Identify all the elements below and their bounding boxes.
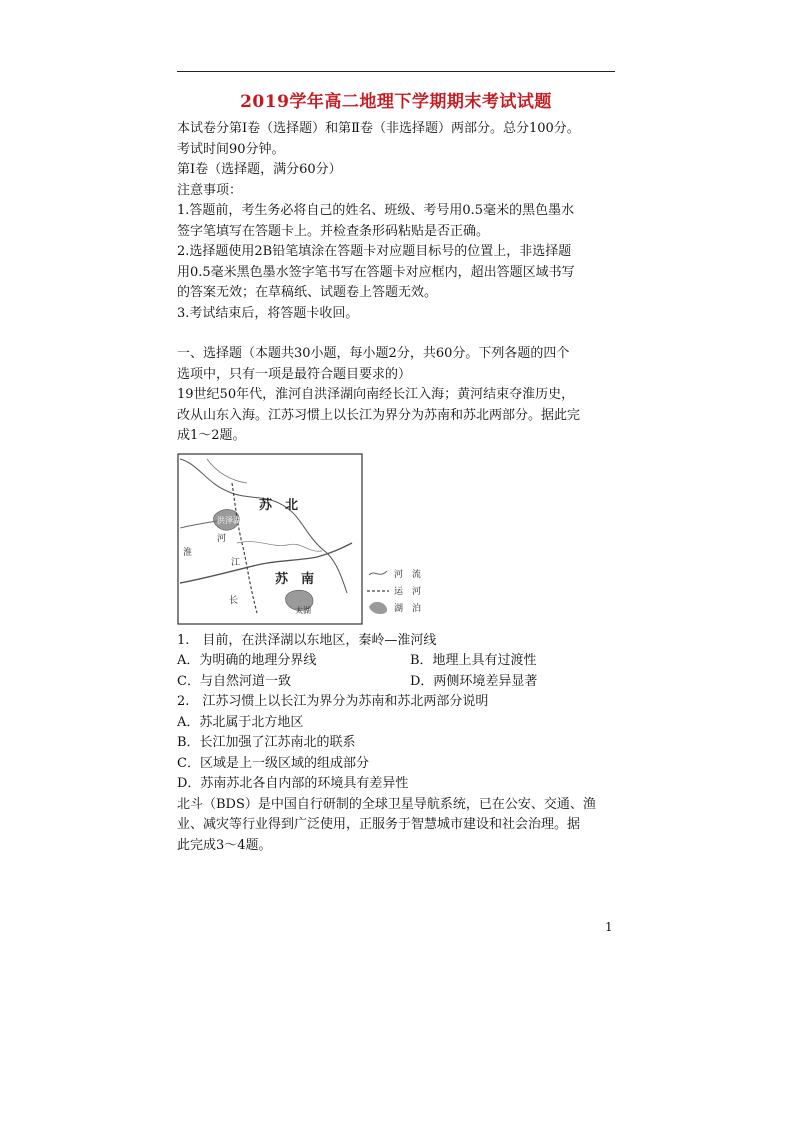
map-label-huai: 淮 xyxy=(183,547,193,558)
intro-line: 第Ⅰ卷（选择题，满分60分） xyxy=(177,162,342,177)
map-label-sunan: 苏 南 xyxy=(275,571,315,587)
option-b: B．地理上具有过渡性 xyxy=(410,653,537,668)
option-row xyxy=(177,651,619,672)
intro-line: 的答案无效；在草稿纸、试题卷上答题无效。 xyxy=(177,285,438,300)
legend-lake-label: 湖 泊 xyxy=(394,603,422,614)
passage-line: 成1～2题。 xyxy=(177,428,246,443)
option-a: A．为明确的地理分界线 xyxy=(177,653,317,668)
map-label-jiang: 江 xyxy=(231,557,241,568)
option-row xyxy=(177,672,619,693)
intro-line: 本试卷分第Ⅰ卷（选择题）和第Ⅱ卷（非选择题）两部分。总分100分。 xyxy=(177,121,580,136)
map-label-taihu: 太湖 xyxy=(295,605,311,615)
intro-line: 3.考试结束后，将答题卡收回。 xyxy=(177,305,359,321)
legend-river-label: 河 流 xyxy=(394,569,422,580)
legend-river-icon xyxy=(369,571,387,575)
map-label-subei: 苏 北 xyxy=(259,497,299,513)
passage-line: 改从山东入海。江苏习惯上以长江为界分为苏南和苏北两部分。据此完 xyxy=(177,407,581,423)
map-label-chang: 长 xyxy=(229,595,239,606)
legend-canal-label: 运 河 xyxy=(394,586,422,597)
option-d: D．两侧环境差异显著 xyxy=(410,673,538,689)
option-a: A．苏北属于北方地区 xyxy=(177,714,304,730)
option-c: C．与自然河道一致 xyxy=(177,673,291,689)
section-heading: 一、选择题（本题共30小题，每小题2分，共60分。下列各题的四个 xyxy=(177,346,570,361)
map-label-hongzehu: 洪泽湖 xyxy=(217,515,241,525)
intro-line: 签字笔填写在答题卡上。并检查条形码粘贴是否正确。 xyxy=(177,223,490,239)
intro-line: 用0.5毫米黑色墨水签字笔书写在答题卡对应框内，超出答题区域书写 xyxy=(177,264,575,280)
map-label-he: 河 xyxy=(217,533,227,544)
question-stem: 1. 目前，在洪泽湖以东地区，秦岭—淮河线 xyxy=(177,632,437,648)
page-number: 1 xyxy=(605,920,613,934)
jiangsu-map xyxy=(177,453,437,627)
intro-line: 考试时间90分钟。 xyxy=(177,141,285,157)
passage-line: 19世纪50年代，淮河自洪泽湖向南经长江入海；黄河结束夺淮历史， xyxy=(177,387,575,402)
intro-line: 2.选择题使用2B铅笔填涂在答题卡对应题目标号的位置上，非选择题 xyxy=(177,244,572,259)
question-stem: 2. 江苏习惯上以长江为界分为苏南和苏北两部分说明 xyxy=(177,694,489,709)
header-rule xyxy=(177,71,615,72)
option-c: C．区域是上一级区域的组成部分 xyxy=(177,755,369,771)
document-body xyxy=(177,119,619,856)
option-d: D．苏南苏北各自内部的环境具有差异性 xyxy=(177,776,409,791)
passage-line: 北斗（BDS）是中国自行研制的全球卫星导航系统，已在公安、交通、渔 xyxy=(177,796,596,812)
passage-line: 此完成3～4题。 xyxy=(177,837,272,853)
page-title: 2019学年高二地理下学期期末考试试题 xyxy=(240,92,552,112)
option-b: B．长江加强了江苏南北的联系 xyxy=(177,735,356,750)
section-heading: 选项中，只有一项是最符合题目要求的） xyxy=(177,366,412,382)
intro-line: 注意事项： xyxy=(177,182,243,198)
intro-line: 1.答题前，考生务必将自己的姓名、班级、考号用0.5毫米的黑色墨水 xyxy=(177,203,575,218)
legend-lake-icon xyxy=(369,601,387,613)
passage-line: 业、减灾等行业得到广泛使用，正服务于智慧城市建设和社会治理。据 xyxy=(177,817,581,832)
